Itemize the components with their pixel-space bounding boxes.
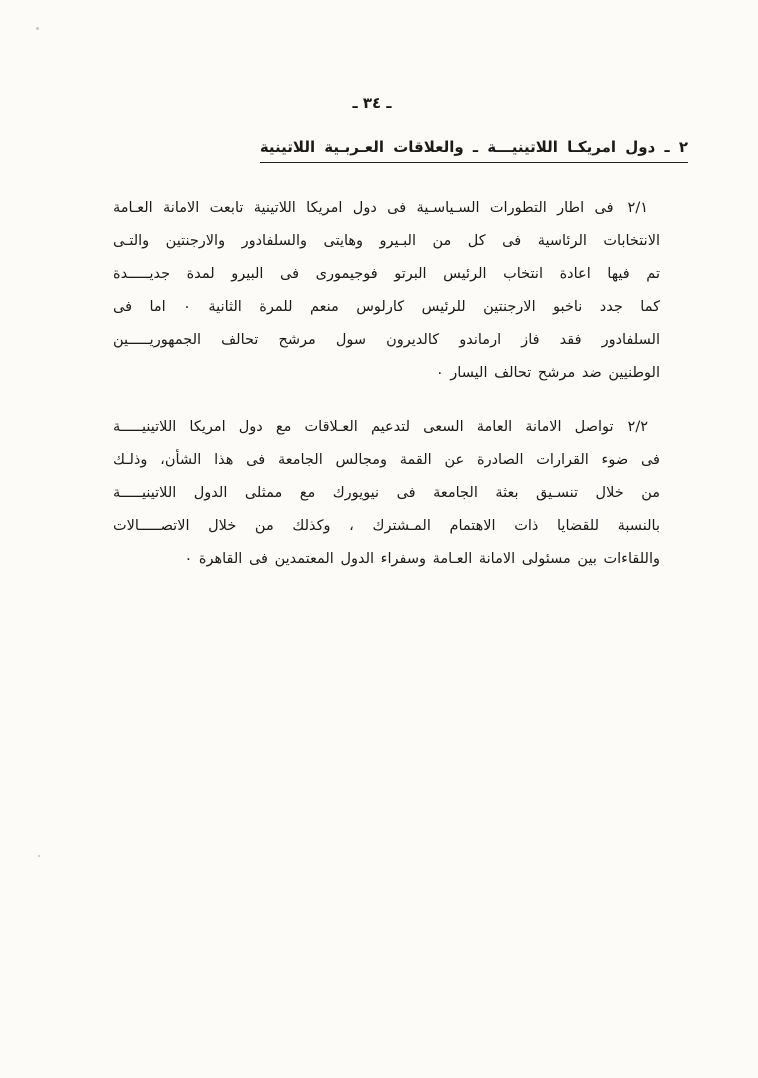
- text-line: بالنسبة للقضايا ذات الاهتمام المـشترك ، وكذلك من خلال الاتصـــــالات: [113, 518, 660, 534]
- scan-speck: [38, 855, 40, 857]
- page-number: ـ ٣٤ ـ: [352, 94, 392, 112]
- section-heading: ٢ ـ دول امريكـا اللاتينيـــة ـ والعلاقات العـربـية اللاتينية: [260, 138, 688, 163]
- text-line: كما جدد ناخبو الارجنتين للرئيس كارلوس منعم للمرة الثانية ٠ اما فى: [113, 299, 660, 315]
- paragraph-number: ٢/٢: [627, 419, 648, 435]
- text-line: تم فيها اعادة انتخاب الرئيس البرتو فوجيمورى فى البيرو لمدة جديـــــدة: [113, 266, 660, 282]
- document-body: [113, 192, 660, 597]
- text-line: الانتخابات الرئاسية فى كل من البـيرو وهايتى والسلفادور والارجنتين والتـى: [113, 233, 660, 249]
- text-line: من خلال تنسـيق بعثة الجامعة فى نيويورك مع ممثلى الدول اللاتينيـــــة: [113, 485, 660, 501]
- text-line: السلفادور فقد فاز ارماندو كالديرون سول مرشح تحالف الجمهوريـــــين: [113, 332, 660, 348]
- text-line: ٢/٢تواصل الامانة العامة السعى لتدعيم العـلاقات مع دول امريكا اللاتينيـــــة: [113, 411, 660, 444]
- scan-speck: [36, 27, 39, 30]
- paragraph-2: [113, 411, 660, 576]
- paragraph-1: [113, 192, 660, 390]
- text-line: الوطنيين ضد مرشح تحالف اليسار ٠: [435, 365, 660, 381]
- text-line: واللقاءات بين مسئولى الامانة العـامة وسفراء الدول المعتمدين فى القاهرة ٠: [184, 551, 660, 567]
- paragraph-number: ٢/١: [627, 200, 648, 216]
- text-line: فى ضوء القرارات الصادرة عن القمة ومجالس الجامعة فى هذا الشأن، وذلـك: [113, 452, 660, 468]
- text-line: ٢/١فى اطار التطورات السـياسـية فى دول امريكا اللاتينية تابعت الامانة العـامة: [113, 192, 660, 225]
